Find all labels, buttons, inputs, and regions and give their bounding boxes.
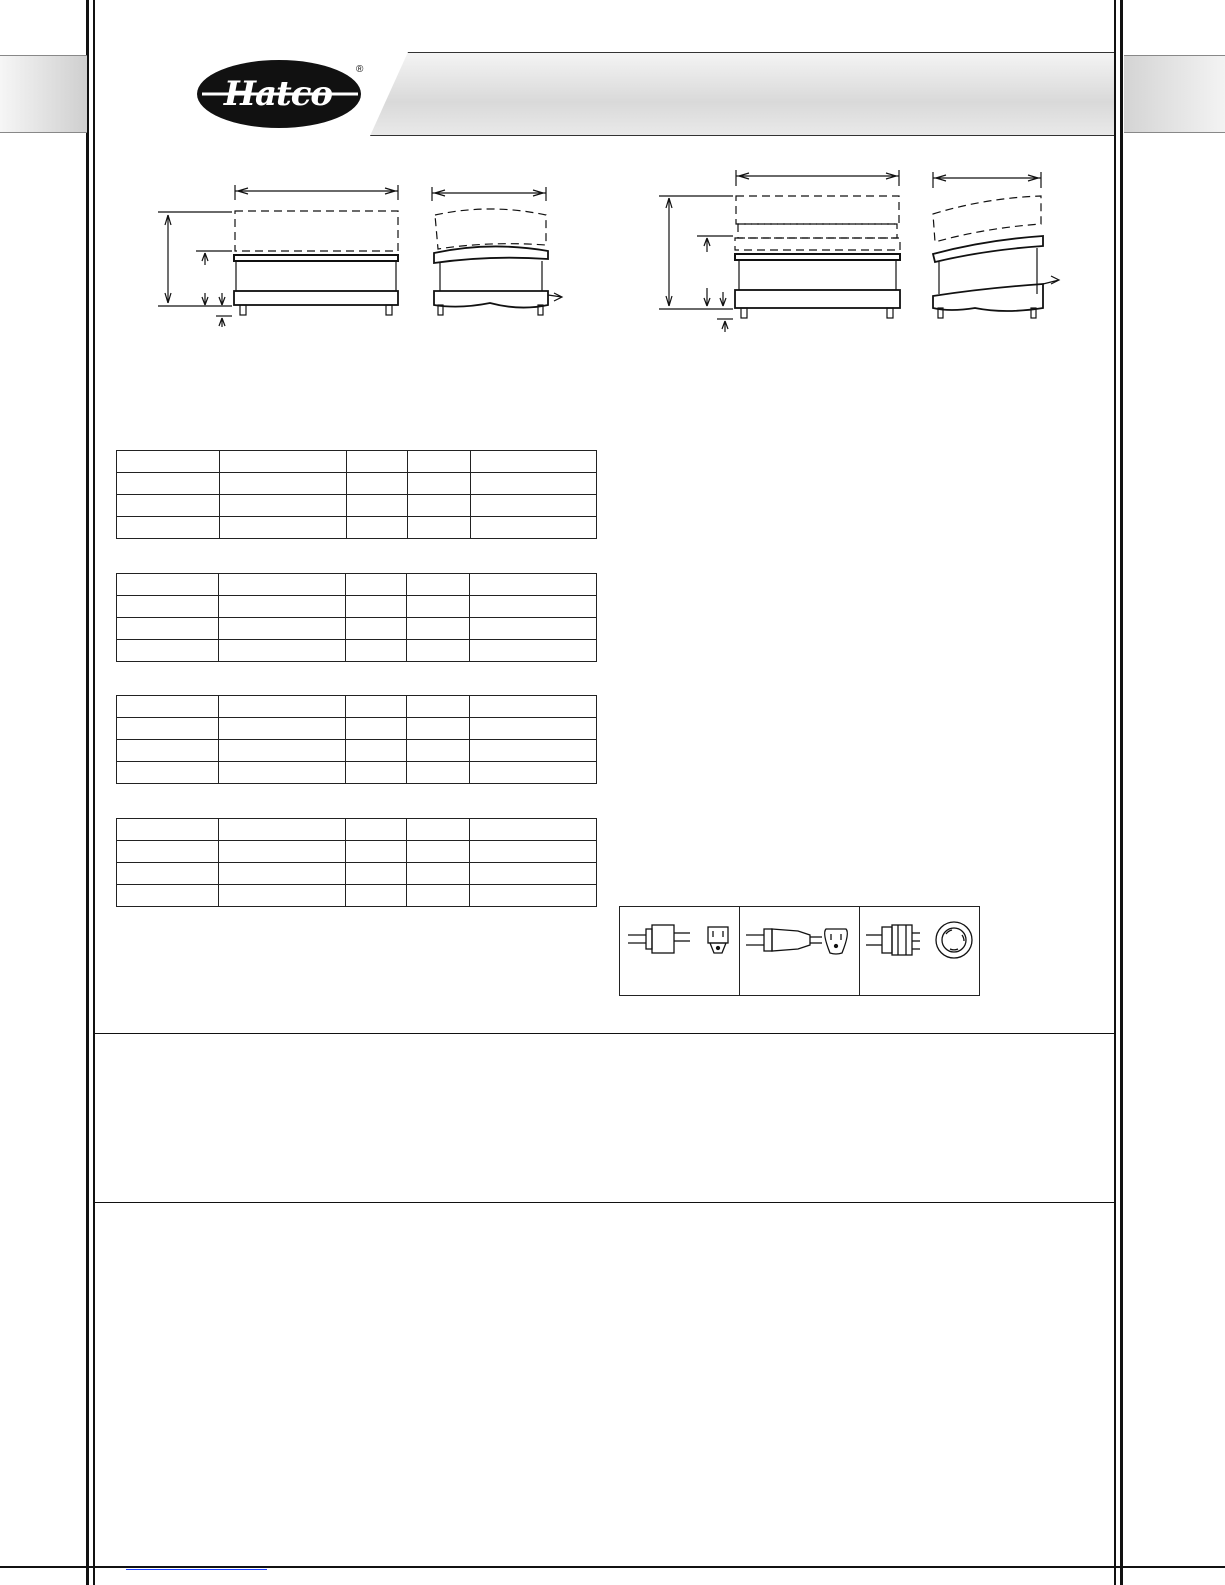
table-row	[117, 819, 597, 841]
table-row	[117, 596, 597, 618]
table-row	[117, 696, 597, 718]
table-row	[117, 718, 597, 740]
right-inner-rule	[1114, 0, 1116, 1585]
table-row	[117, 762, 597, 784]
header-band	[370, 52, 1114, 136]
table-row	[117, 640, 597, 662]
plug-nema-5-15-icon	[624, 919, 742, 979]
table-row	[117, 841, 597, 863]
spec-table-3	[116, 695, 597, 784]
section-divider-2	[95, 1202, 1114, 1203]
table-row	[117, 473, 597, 495]
plug-configurations	[619, 906, 980, 996]
spec-table-2	[116, 573, 597, 662]
table-row	[117, 885, 597, 907]
table-row	[117, 618, 597, 640]
logo-wordmark: Hatco	[223, 74, 333, 114]
footer-link[interactable]	[126, 1555, 267, 1570]
section-divider-1	[95, 1033, 1114, 1034]
right-outer-rule	[1120, 0, 1123, 1585]
table-row	[117, 574, 597, 596]
spec-table-4	[116, 818, 597, 907]
right-header-tab	[1124, 55, 1225, 133]
drawing-double-shelf	[655, 162, 1075, 337]
table-row	[117, 495, 597, 517]
table-row	[117, 451, 597, 473]
plug-cell-3	[860, 907, 979, 995]
left-inner-rule	[93, 0, 95, 1585]
left-outer-rule	[86, 0, 89, 1585]
table-row	[117, 863, 597, 885]
spec-table-1	[116, 450, 597, 539]
plug-round-pin-icon	[742, 919, 860, 979]
table-row	[117, 740, 597, 762]
plug-cell-1	[620, 907, 740, 995]
hatco-logo	[196, 58, 376, 130]
drawing-single-shelf	[150, 175, 590, 335]
plug-twist-lock-icon	[862, 917, 980, 977]
table-row	[117, 517, 597, 539]
registered-mark: ®	[356, 64, 364, 75]
plug-cell-2	[740, 907, 860, 995]
left-header-tab	[0, 55, 87, 133]
